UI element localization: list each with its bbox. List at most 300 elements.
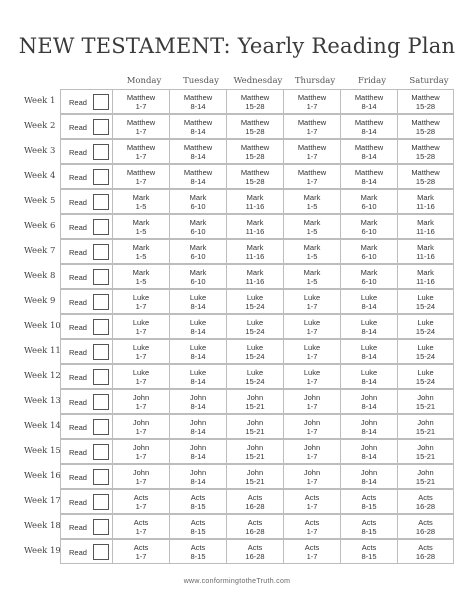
reading-cell-saturday — [397, 464, 454, 489]
page-title: NEW TESTAMENT: Yearly Reading Plan — [18, 34, 456, 58]
book-name: Mark — [246, 192, 264, 202]
chapter-range: 15-28 — [245, 176, 265, 186]
book-name: John — [246, 467, 264, 477]
book-name: Matthew — [297, 117, 327, 127]
read-checkbox[interactable] — [93, 144, 109, 160]
book-name: Mark — [132, 217, 150, 227]
table-row — [24, 389, 460, 414]
book-name: Luke — [360, 317, 378, 327]
book-name: Matthew — [354, 92, 384, 102]
chapter-range: 1-7 — [135, 151, 147, 161]
read-cell — [60, 364, 112, 389]
book-name: Acts — [418, 517, 433, 527]
day-header-tuesday: Tuesday — [183, 76, 219, 86]
reading-cell-thursday — [283, 539, 340, 564]
read-checkbox[interactable] — [93, 269, 109, 285]
reading-cell-saturday — [397, 489, 454, 514]
week-label: Week 6 — [24, 221, 56, 231]
book-name: Acts — [190, 542, 206, 552]
reading-cell-wednesday — [226, 164, 283, 189]
book-name: Mark — [246, 217, 264, 227]
read-checkbox[interactable] — [93, 244, 109, 260]
chapter-range: 1-7 — [135, 526, 147, 536]
chapter-range: 15-21 — [415, 476, 436, 486]
table-row — [24, 414, 460, 439]
week-label: Week 8 — [24, 271, 56, 281]
reading-cell-monday — [112, 489, 169, 514]
chapter-range: 11-16 — [416, 276, 435, 286]
book-name: John — [303, 417, 321, 427]
reading-cell-monday — [112, 414, 169, 439]
chapter-range: 1-5 — [135, 276, 147, 286]
reading-cell-friday — [340, 464, 397, 489]
book-name: Acts — [304, 517, 320, 527]
reading-cell-monday — [112, 164, 169, 189]
table-row — [24, 114, 460, 139]
reading-cell-tuesday — [169, 239, 226, 264]
table-row — [24, 314, 460, 339]
book-name: Luke — [132, 317, 150, 327]
read-label: Read — [69, 548, 87, 557]
book-name: Acts — [247, 542, 263, 552]
week-label: Week 3 — [24, 146, 56, 156]
reading-cell-saturday — [397, 314, 454, 339]
chapter-range: 8-14 — [190, 151, 206, 161]
chapter-range: 8-14 — [190, 101, 206, 111]
reading-cell-saturday — [397, 364, 454, 389]
week-label: Week 5 — [24, 196, 56, 206]
chapter-range: 16-28 — [245, 501, 265, 511]
read-label: Read — [69, 98, 87, 107]
chapter-range: 8-14 — [361, 451, 377, 461]
week-label: Week 11 — [24, 346, 61, 356]
book-name: John — [360, 442, 378, 452]
chapter-range: 8-14 — [190, 301, 206, 311]
reading-cell-wednesday — [226, 339, 283, 364]
read-checkbox[interactable] — [93, 519, 109, 535]
read-label: Read — [69, 523, 87, 532]
reading-cell-friday — [340, 414, 397, 439]
reading-cell-wednesday — [226, 464, 283, 489]
reading-cell-thursday — [283, 314, 340, 339]
book-name: Mark — [417, 267, 434, 277]
table-row — [24, 164, 460, 189]
book-name: Mark — [189, 267, 207, 277]
book-name: Matthew — [183, 142, 213, 152]
reading-cell-friday — [340, 339, 397, 364]
book-name: Mark — [360, 217, 378, 227]
table-row — [24, 214, 460, 239]
book-name: Matthew — [411, 117, 440, 127]
chapter-range: 15-24 — [415, 351, 436, 361]
reading-cell-saturday — [397, 239, 454, 264]
reading-cell-wednesday — [226, 389, 283, 414]
book-name: Luke — [360, 342, 378, 352]
week-label: Week 19 — [24, 546, 61, 556]
week-label: Week 17 — [24, 496, 61, 506]
book-name: John — [132, 392, 150, 402]
reading-cell-monday — [112, 539, 169, 564]
read-checkbox[interactable] — [93, 494, 109, 510]
read-cell — [60, 339, 112, 364]
chapter-range: 8-14 — [361, 426, 377, 436]
reading-cell-tuesday — [169, 314, 226, 339]
book-name: John — [189, 417, 207, 427]
read-checkbox[interactable] — [93, 169, 109, 185]
chapter-range: 11-16 — [245, 251, 265, 261]
read-label: Read — [69, 148, 87, 157]
reading-cell-wednesday — [226, 489, 283, 514]
reading-cell-tuesday — [169, 464, 226, 489]
chapter-range: 16-28 — [245, 551, 265, 561]
chapter-range: 11-16 — [245, 276, 265, 286]
week-label: Week 7 — [24, 246, 56, 256]
book-name: Mark — [360, 192, 378, 202]
reading-cell-saturday — [397, 114, 454, 139]
reading-cell-wednesday — [226, 539, 283, 564]
book-name: Acts — [190, 517, 206, 527]
chapter-range: 8-14 — [190, 351, 206, 361]
chapter-range: 6-10 — [190, 226, 206, 236]
read-cell — [60, 514, 112, 539]
book-name: John — [246, 442, 264, 452]
book-name: Matthew — [126, 117, 156, 127]
book-name: John — [417, 442, 434, 452]
read-checkbox[interactable] — [93, 419, 109, 435]
reading-cell-monday — [112, 439, 169, 464]
table-row — [24, 464, 460, 489]
book-name: Luke — [303, 292, 321, 302]
reading-cell-tuesday — [169, 289, 226, 314]
book-name: John — [132, 467, 150, 477]
chapter-range: 1-7 — [135, 401, 147, 411]
chapter-range: 6-10 — [361, 276, 377, 286]
read-label: Read — [69, 498, 87, 507]
chapter-range: 8-14 — [190, 426, 206, 436]
reading-cell-tuesday — [169, 139, 226, 164]
book-name: Luke — [132, 367, 150, 377]
book-name: John — [246, 417, 264, 427]
day-header-saturday: Saturday — [409, 76, 449, 86]
read-checkbox[interactable] — [93, 119, 109, 135]
book-name: Matthew — [297, 92, 327, 102]
chapter-range: 11-16 — [245, 201, 265, 211]
chapter-range: 15-24 — [245, 376, 265, 386]
book-name: Matthew — [126, 142, 156, 152]
chapter-range: 11-16 — [416, 226, 435, 236]
read-label: Read — [69, 473, 87, 482]
reading-cell-tuesday — [169, 514, 226, 539]
reading-cell-friday — [340, 214, 397, 239]
reading-cell-thursday — [283, 89, 340, 114]
book-name: Mark — [417, 217, 434, 227]
book-name: Luke — [189, 292, 207, 302]
reading-cell-thursday — [283, 139, 340, 164]
chapter-range: 1-5 — [306, 201, 318, 211]
book-name: John — [132, 442, 150, 452]
reading-cell-monday — [112, 364, 169, 389]
book-name: Acts — [247, 492, 263, 502]
reading-cell-tuesday — [169, 489, 226, 514]
read-cell — [60, 164, 112, 189]
chapter-range: 8-14 — [190, 326, 206, 336]
read-cell — [60, 389, 112, 414]
chapter-range: 6-10 — [190, 251, 206, 261]
chapter-range: 1-5 — [306, 251, 318, 261]
reading-cell-saturday — [397, 189, 454, 214]
chapter-range: 1-7 — [306, 101, 318, 111]
chapter-range: 8-14 — [361, 376, 377, 386]
chapter-range: 8-14 — [361, 301, 377, 311]
reading-cell-thursday — [283, 514, 340, 539]
week-label: Week 16 — [24, 471, 61, 481]
book-name: Acts — [418, 542, 433, 552]
reading-cell-friday — [340, 264, 397, 289]
chapter-range: 1-7 — [306, 526, 318, 536]
day-header-wednesday: Wednesday — [233, 76, 283, 86]
reading-cell-thursday — [283, 489, 340, 514]
reading-cell-friday — [340, 89, 397, 114]
chapter-range: 15-28 — [245, 126, 265, 136]
chapter-range: 8-15 — [190, 526, 206, 536]
chapter-range: 15-24 — [415, 301, 436, 311]
book-name: Matthew — [354, 142, 384, 152]
read-cell — [60, 414, 112, 439]
reading-cell-saturday — [397, 89, 454, 114]
read-checkbox[interactable] — [93, 544, 109, 560]
reading-cell-saturday — [397, 539, 454, 564]
book-name: Matthew — [126, 167, 156, 177]
book-name: John — [417, 467, 434, 477]
book-name: Matthew — [240, 142, 270, 152]
read-cell — [60, 139, 112, 164]
read-label: Read — [69, 298, 87, 307]
reading-cell-friday — [340, 139, 397, 164]
reading-cell-tuesday — [169, 539, 226, 564]
chapter-range: 8-14 — [361, 101, 377, 111]
book-name: Mark — [189, 242, 207, 252]
read-checkbox[interactable] — [93, 319, 109, 335]
reading-cell-wednesday — [226, 514, 283, 539]
reading-cell-thursday — [283, 364, 340, 389]
chapter-range: 1-7 — [306, 176, 318, 186]
chapter-range: 8-14 — [361, 401, 377, 411]
read-label: Read — [69, 223, 87, 232]
book-name: Acts — [304, 492, 320, 502]
book-name: Matthew — [354, 117, 384, 127]
chapter-range: 1-7 — [135, 326, 147, 336]
book-name: Matthew — [411, 142, 440, 152]
read-cell — [60, 214, 112, 239]
reading-cell-wednesday — [226, 364, 283, 389]
chapter-range: 8-14 — [190, 376, 206, 386]
read-checkbox[interactable] — [93, 444, 109, 460]
reading-cell-monday — [112, 464, 169, 489]
read-cell — [60, 89, 112, 114]
chapter-range: 15-24 — [245, 301, 265, 311]
chapter-range: 1-7 — [135, 126, 147, 136]
reading-cell-monday — [112, 139, 169, 164]
chapter-range: 8-14 — [190, 451, 206, 461]
read-checkbox[interactable] — [93, 194, 109, 210]
book-name: John — [360, 417, 378, 427]
chapter-range: 6-10 — [190, 276, 206, 286]
table-row — [24, 189, 460, 214]
read-checkbox[interactable] — [93, 469, 109, 485]
reading-cell-wednesday — [226, 264, 283, 289]
chapter-range: 6-10 — [361, 226, 377, 236]
book-name: Acts — [133, 542, 149, 552]
book-name: Luke — [132, 342, 150, 352]
chapter-range: 1-7 — [306, 401, 318, 411]
book-name: Matthew — [240, 167, 270, 177]
book-name: Mark — [132, 267, 150, 277]
chapter-range: 8-15 — [361, 501, 377, 511]
reading-cell-thursday — [283, 189, 340, 214]
reading-cell-wednesday — [226, 239, 283, 264]
reading-cell-monday — [112, 314, 169, 339]
chapter-range: 6-10 — [190, 201, 206, 211]
reading-cell-thursday — [283, 239, 340, 264]
chapter-range: 15-28 — [245, 151, 265, 161]
footer-url: www.conformingtotheTruth.com — [183, 578, 291, 585]
chapter-range: 1-7 — [306, 126, 318, 136]
chapter-range: 11-16 — [416, 251, 435, 261]
read-checkbox[interactable] — [93, 219, 109, 235]
reading-cell-thursday — [283, 214, 340, 239]
book-name: Acts — [133, 517, 149, 527]
read-checkbox[interactable] — [93, 94, 109, 110]
read-label: Read — [69, 448, 87, 457]
book-name: Mark — [360, 242, 378, 252]
reading-cell-friday — [340, 489, 397, 514]
reading-cell-saturday — [397, 414, 454, 439]
book-name: Luke — [246, 342, 264, 352]
book-name: Matthew — [240, 117, 270, 127]
book-name: Luke — [132, 292, 150, 302]
reading-cell-tuesday — [169, 339, 226, 364]
chapter-range: 8-14 — [190, 476, 206, 486]
week-label: Week 2 — [24, 121, 56, 131]
book-name: Luke — [246, 367, 264, 377]
table-row — [24, 139, 460, 164]
book-name: Matthew — [411, 167, 440, 177]
chapter-range: 1-7 — [306, 426, 318, 436]
book-name: Luke — [189, 317, 207, 327]
chapter-range: 8-15 — [190, 501, 206, 511]
table-row — [24, 539, 460, 564]
read-label: Read — [69, 123, 87, 132]
reading-cell-tuesday — [169, 389, 226, 414]
chapter-range: 15-24 — [415, 326, 436, 336]
reading-cell-monday — [112, 214, 169, 239]
table-row — [24, 289, 460, 314]
book-name: Luke — [417, 342, 434, 352]
book-name: Luke — [303, 342, 321, 352]
read-label: Read — [69, 323, 87, 332]
book-name: Mark — [417, 192, 434, 202]
read-cell — [60, 189, 112, 214]
book-name: Luke — [246, 292, 264, 302]
book-name: Matthew — [411, 92, 440, 102]
read-cell — [60, 289, 112, 314]
read-cell — [60, 114, 112, 139]
day-header-friday: Friday — [358, 76, 386, 86]
read-cell — [60, 464, 112, 489]
book-name: Acts — [361, 542, 377, 552]
book-name: Mark — [189, 192, 207, 202]
book-name: Acts — [361, 492, 377, 502]
book-name: Matthew — [183, 167, 213, 177]
chapter-range: 15-28 — [415, 176, 436, 186]
book-name: John — [189, 442, 207, 452]
day-header-row — [112, 76, 452, 88]
book-name: Luke — [246, 317, 264, 327]
chapter-range: 8-15 — [190, 551, 206, 561]
read-label: Read — [69, 173, 87, 182]
read-label: Read — [69, 248, 87, 257]
table-row — [24, 89, 460, 114]
read-cell — [60, 489, 112, 514]
book-name: Luke — [360, 367, 378, 377]
chapter-range: 6-10 — [361, 251, 377, 261]
read-label: Read — [69, 198, 87, 207]
book-name: Luke — [417, 292, 434, 302]
book-name: Acts — [247, 517, 263, 527]
book-name: Mark — [303, 217, 321, 227]
book-name: John — [303, 467, 321, 477]
book-name: John — [189, 467, 207, 477]
table-row — [24, 514, 460, 539]
table-row — [24, 489, 460, 514]
read-checkbox[interactable] — [93, 344, 109, 360]
chapter-range: 15-28 — [415, 151, 436, 161]
book-name: John — [132, 417, 150, 427]
reading-cell-monday — [112, 389, 169, 414]
reading-cell-monday — [112, 239, 169, 264]
reading-cell-friday — [340, 389, 397, 414]
book-name: Luke — [189, 367, 207, 377]
read-checkbox[interactable] — [93, 394, 109, 410]
read-cell — [60, 314, 112, 339]
table-row — [24, 439, 460, 464]
read-checkbox[interactable] — [93, 369, 109, 385]
week-label: Week 14 — [24, 421, 61, 431]
chapter-range: 1-7 — [306, 551, 318, 561]
book-name: Matthew — [297, 167, 327, 177]
chapter-range: 1-7 — [306, 326, 318, 336]
read-label: Read — [69, 273, 87, 282]
chapter-range: 1-5 — [306, 276, 318, 286]
reading-cell-saturday — [397, 514, 454, 539]
book-name: Acts — [418, 492, 433, 502]
book-name: Acts — [133, 492, 149, 502]
chapter-range: 15-21 — [245, 426, 265, 436]
reading-cell-tuesday — [169, 114, 226, 139]
read-cell — [60, 239, 112, 264]
read-label: Read — [69, 348, 87, 357]
reading-cell-friday — [340, 514, 397, 539]
chapter-range: 1-7 — [135, 176, 147, 186]
reading-cell-saturday — [397, 139, 454, 164]
table-row — [24, 339, 460, 364]
chapter-range: 8-15 — [361, 551, 377, 561]
book-name: Matthew — [183, 92, 213, 102]
week-label: Week 12 — [24, 371, 61, 381]
reading-cell-thursday — [283, 164, 340, 189]
reading-cell-monday — [112, 514, 169, 539]
read-checkbox[interactable] — [93, 294, 109, 310]
